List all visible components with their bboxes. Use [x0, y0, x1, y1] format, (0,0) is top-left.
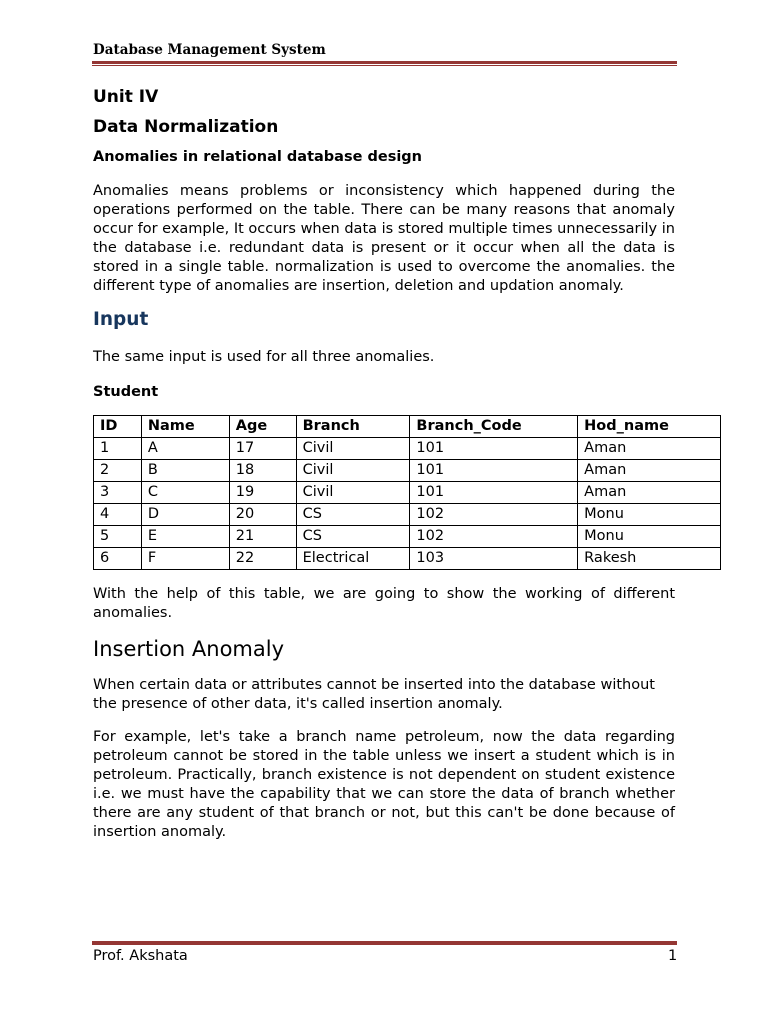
- column-header: Hod_name: [578, 416, 721, 438]
- table-title: Student: [93, 384, 159, 400]
- table-cell: B: [141, 460, 229, 482]
- table-cell: 101: [410, 460, 578, 482]
- column-header: Name: [141, 416, 229, 438]
- column-header: Age: [229, 416, 296, 438]
- table-cell: 101: [410, 482, 578, 504]
- table-cell: Electrical: [296, 548, 410, 570]
- table-row: [94, 548, 721, 570]
- table-cell: 20: [229, 504, 296, 526]
- intro-paragraph: Anomalies means problems or inconsistency which happened during the operations performed on the table. There can be many reasons that anomaly occur for example, It occurs when data is stored multiple times unnecessarily in the database i.e. redundant data is present or it occur when all the data is stored in a single table. normalization is used to overcome the anomalies. the different type of anomalies are insertion, deletion and updation anomaly.: [93, 183, 675, 294]
- table-cell: Aman: [578, 438, 721, 460]
- table-cell: Aman: [578, 460, 721, 482]
- table-cell: Monu: [578, 526, 721, 548]
- table-cell: D: [141, 504, 229, 526]
- table-row: [94, 460, 721, 482]
- table-cell: 17: [229, 438, 296, 460]
- page-number: 1: [668, 948, 678, 964]
- student-table: [93, 415, 721, 570]
- table-cell: CS: [296, 504, 410, 526]
- table-cell: Rakesh: [578, 548, 721, 570]
- table-cell: 4: [94, 504, 142, 526]
- page-header-title: Database Management System: [93, 42, 326, 58]
- table-cell: 102: [410, 504, 578, 526]
- table-cell: 18: [229, 460, 296, 482]
- table-cell: Civil: [296, 438, 410, 460]
- table-row: [94, 526, 721, 548]
- table-cell: Aman: [578, 482, 721, 504]
- table-cell: 101: [410, 438, 578, 460]
- same-input-text: The same input is used for all three anomalies.: [93, 349, 435, 365]
- insertion-definition: When certain data or attributes cannot be inserted into the database without the presence of other data, it's called insertion anomaly.: [93, 677, 655, 712]
- footer-rule: [92, 940, 677, 945]
- table-cell: 103: [410, 548, 578, 570]
- column-header: Branch_Code: [410, 416, 578, 438]
- table-cell: 3: [94, 482, 142, 504]
- header-rule: [92, 61, 677, 66]
- table-cell: 21: [229, 526, 296, 548]
- unit-heading: Unit IV: [93, 87, 159, 107]
- table-cell: 22: [229, 548, 296, 570]
- table-row: [94, 482, 721, 504]
- table-cell: 6: [94, 548, 142, 570]
- topic-heading: Data Normalization: [93, 117, 279, 137]
- table-cell: E: [141, 526, 229, 548]
- table-cell: 19: [229, 482, 296, 504]
- column-header: Branch: [296, 416, 410, 438]
- table-cell: Civil: [296, 460, 410, 482]
- table-header-row: [94, 416, 721, 438]
- table-cell: A: [141, 438, 229, 460]
- table-cell: 102: [410, 526, 578, 548]
- insertion-example: For example, let's take a branch name petroleum, now the data regarding petroleum cannot be stored in the table unless we insert a student which is in petroleum. Practically, branch existence is not dependent on student existence i.e. we must have the capability that we can store the data of branch whether there are any student of that branch or not, but this can't be done because of insertion anomaly.: [93, 729, 675, 840]
- table-cell: Monu: [578, 504, 721, 526]
- column-header: ID: [94, 416, 142, 438]
- table-cell: F: [141, 548, 229, 570]
- table-row: [94, 504, 721, 526]
- input-heading: Input: [93, 309, 149, 330]
- table-cell: Civil: [296, 482, 410, 504]
- table-row: [94, 438, 721, 460]
- table-usage-text: With the help of this table, we are going to show the working of different anomalies.: [93, 586, 675, 621]
- table-cell: C: [141, 482, 229, 504]
- page-content: [93, 86, 675, 842]
- insertion-anomaly-heading: Insertion Anomaly: [93, 637, 285, 661]
- anomalies-subheading: Anomalies in relational database design: [93, 149, 422, 165]
- table-cell: 1: [94, 438, 142, 460]
- table-cell: CS: [296, 526, 410, 548]
- footer-author: Prof. Akshata: [93, 948, 188, 964]
- table-cell: 2: [94, 460, 142, 482]
- table-cell: 5: [94, 526, 142, 548]
